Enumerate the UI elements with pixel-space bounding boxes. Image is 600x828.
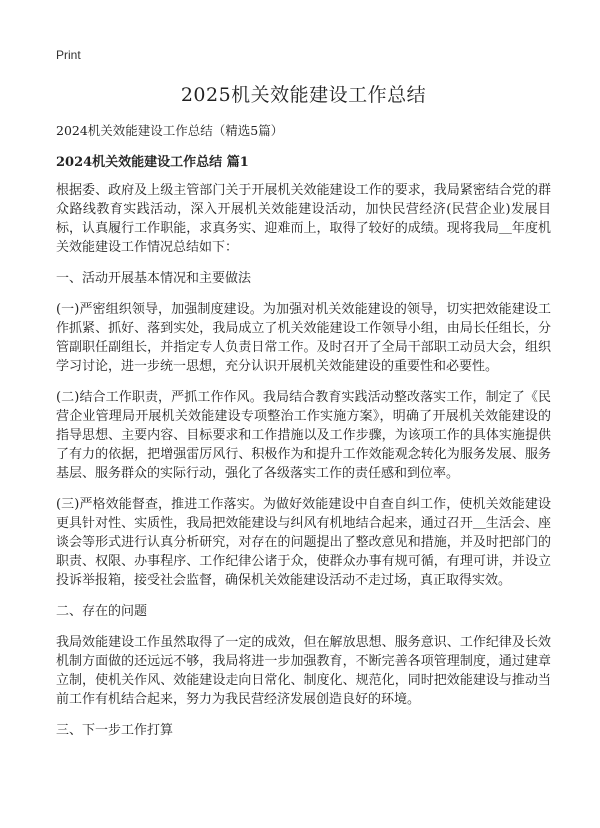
heading-problems: 二、存在的问题	[56, 604, 148, 619]
paragraph-work-style: (二)结合工作职责，严抓工作作风。我局结合教育实践活动整改落实工作，制定了《民营企业管理局开展机关效能建设专项整治工作实施方案》，明确了开展机关效能建设的指导思想、主要内容、目标要求和工作措施以及工作步骤，为该项工作的具体实施提供了有力的依据，把增强雷厉风行、积极作为和提升工作效能观念转化为服务发展、服务基层、服务群众的实际行动，强化了各级落实工作的责任感和到位率。	[56, 390, 551, 481]
intro-paragraph: 根据委、政府及上级主管部门关于开展机关效能建设工作的要求，我局紧密结合党的群众路线教育实践活动，深入开展机关效能建设活动，加快民营经济(民营企业)发展目标，认真履行工作职能，求真务实、迎难而上，取得了较好的成绩。现将我局＿年度机关效能建设工作情况总结如下：	[56, 183, 551, 255]
heading-next-steps: 三、下一步工作打算	[56, 723, 174, 738]
page-title: 2025机关效能建设工作总结	[180, 84, 427, 106]
section-heading: 2024机关效能建设工作总结 篇1	[56, 155, 249, 170]
paragraph-problems: 我局效能建设工作虽然取得了一定的成效，但在解放思想、服务意识、工作纪律及长效机制方面做的还远远不够，我局将进一步加强教育，不断完善各项管理制度，通过建章立制，使机关作风、效能建设走向日常化、制度化、规范化，同时把效能建设与推动当前工作有机结合起来，努力为我民营经济发展创造良好的环境。	[56, 635, 551, 707]
paragraph-supervision: (三)严格效能督查，推进工作落实。为做好效能建设中自查自纠工作，使机关效能建设更具针对性、实质性，我局把效能建设与纠风有机地结合起来，通过召开＿生活会、座谈会等形式进行认真分析研究，对存在的问题提出了整改意见和措施，并及时把部门的职责、权限、办事程序、工作纪律公诸于众，使群众办事有规可循，有理可讲，并设立投诉举报箱，接受社会监督，确保机关效能建设活动不走过场，真正取得实效。	[56, 497, 551, 588]
document-subtitle: 2024机关效能建设工作总结（精选5篇）	[56, 123, 284, 138]
print-link[interactable]: Print	[56, 48, 81, 62]
paragraph-organization: (一)严密组织领导，加强制度建设。为加强对机关效能建设的领导，切实把效能建设工作抓紧、抓好、落到实处，我局成立了机关效能建设工作领导小组，由局长任组长，分管副职任副组长，并指定专人负责日常工作。及时召开了全局干部职工动员大会，组织学习讨论，进一步统一思想，充分认识开展机关效能建设的重要性和必要性。	[56, 302, 551, 374]
heading-activities: 一、活动开展基本情况和主要做法	[56, 271, 252, 286]
document-body	[56, 181, 551, 752]
